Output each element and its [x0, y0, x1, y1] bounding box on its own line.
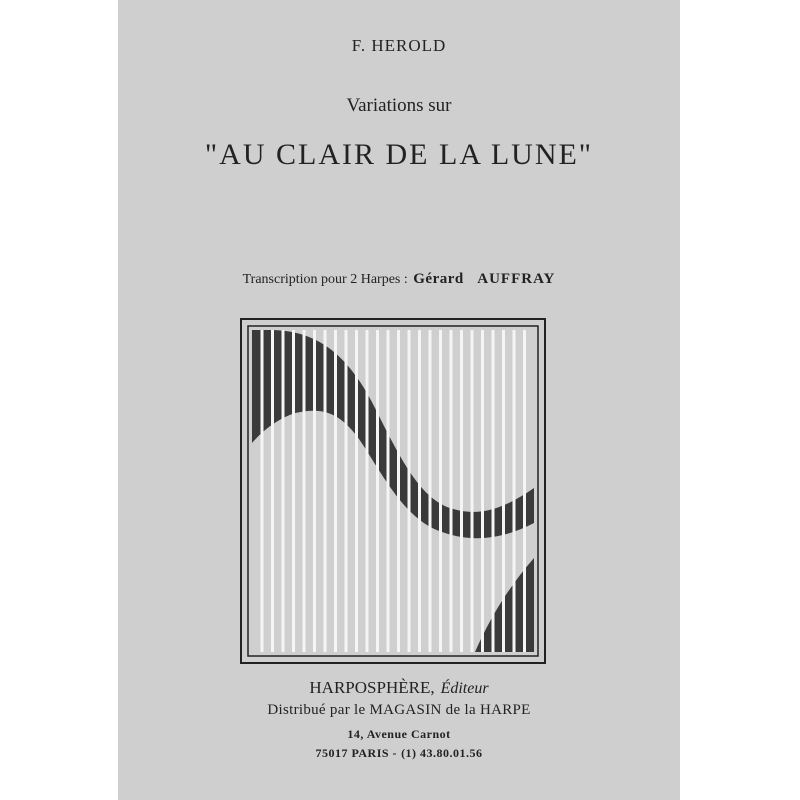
arranger-last-name: AUFFRAY: [477, 271, 556, 287]
address-street: 14, Avenue Carnot: [347, 727, 451, 741]
address-city-text: 75017 PARIS -: [315, 746, 398, 760]
arranger-first-name: Gérard: [413, 271, 464, 287]
composer-name: F. HEROLD: [351, 36, 447, 55]
work-subtitle: Variations sur: [346, 95, 452, 116]
score-cover: [118, 0, 680, 800]
publisher-name: HARPOSPHÈRE,: [309, 678, 435, 697]
transcription-line: [118, 271, 680, 288]
publisher-line: [118, 678, 680, 698]
transcription-label: Transcription pour 2 Harpes :: [242, 272, 408, 287]
phone-number: (1) 43.80.01.56: [401, 746, 483, 760]
distributor-line: Distribué par le MAGASIN de la HARPE: [267, 702, 531, 718]
publisher-role: Éditeur: [440, 680, 489, 697]
address-city: [118, 746, 680, 761]
work-title: "AU CLAIR DE LA LUNE": [204, 138, 594, 171]
harp-strings-icon: [240, 318, 546, 664]
